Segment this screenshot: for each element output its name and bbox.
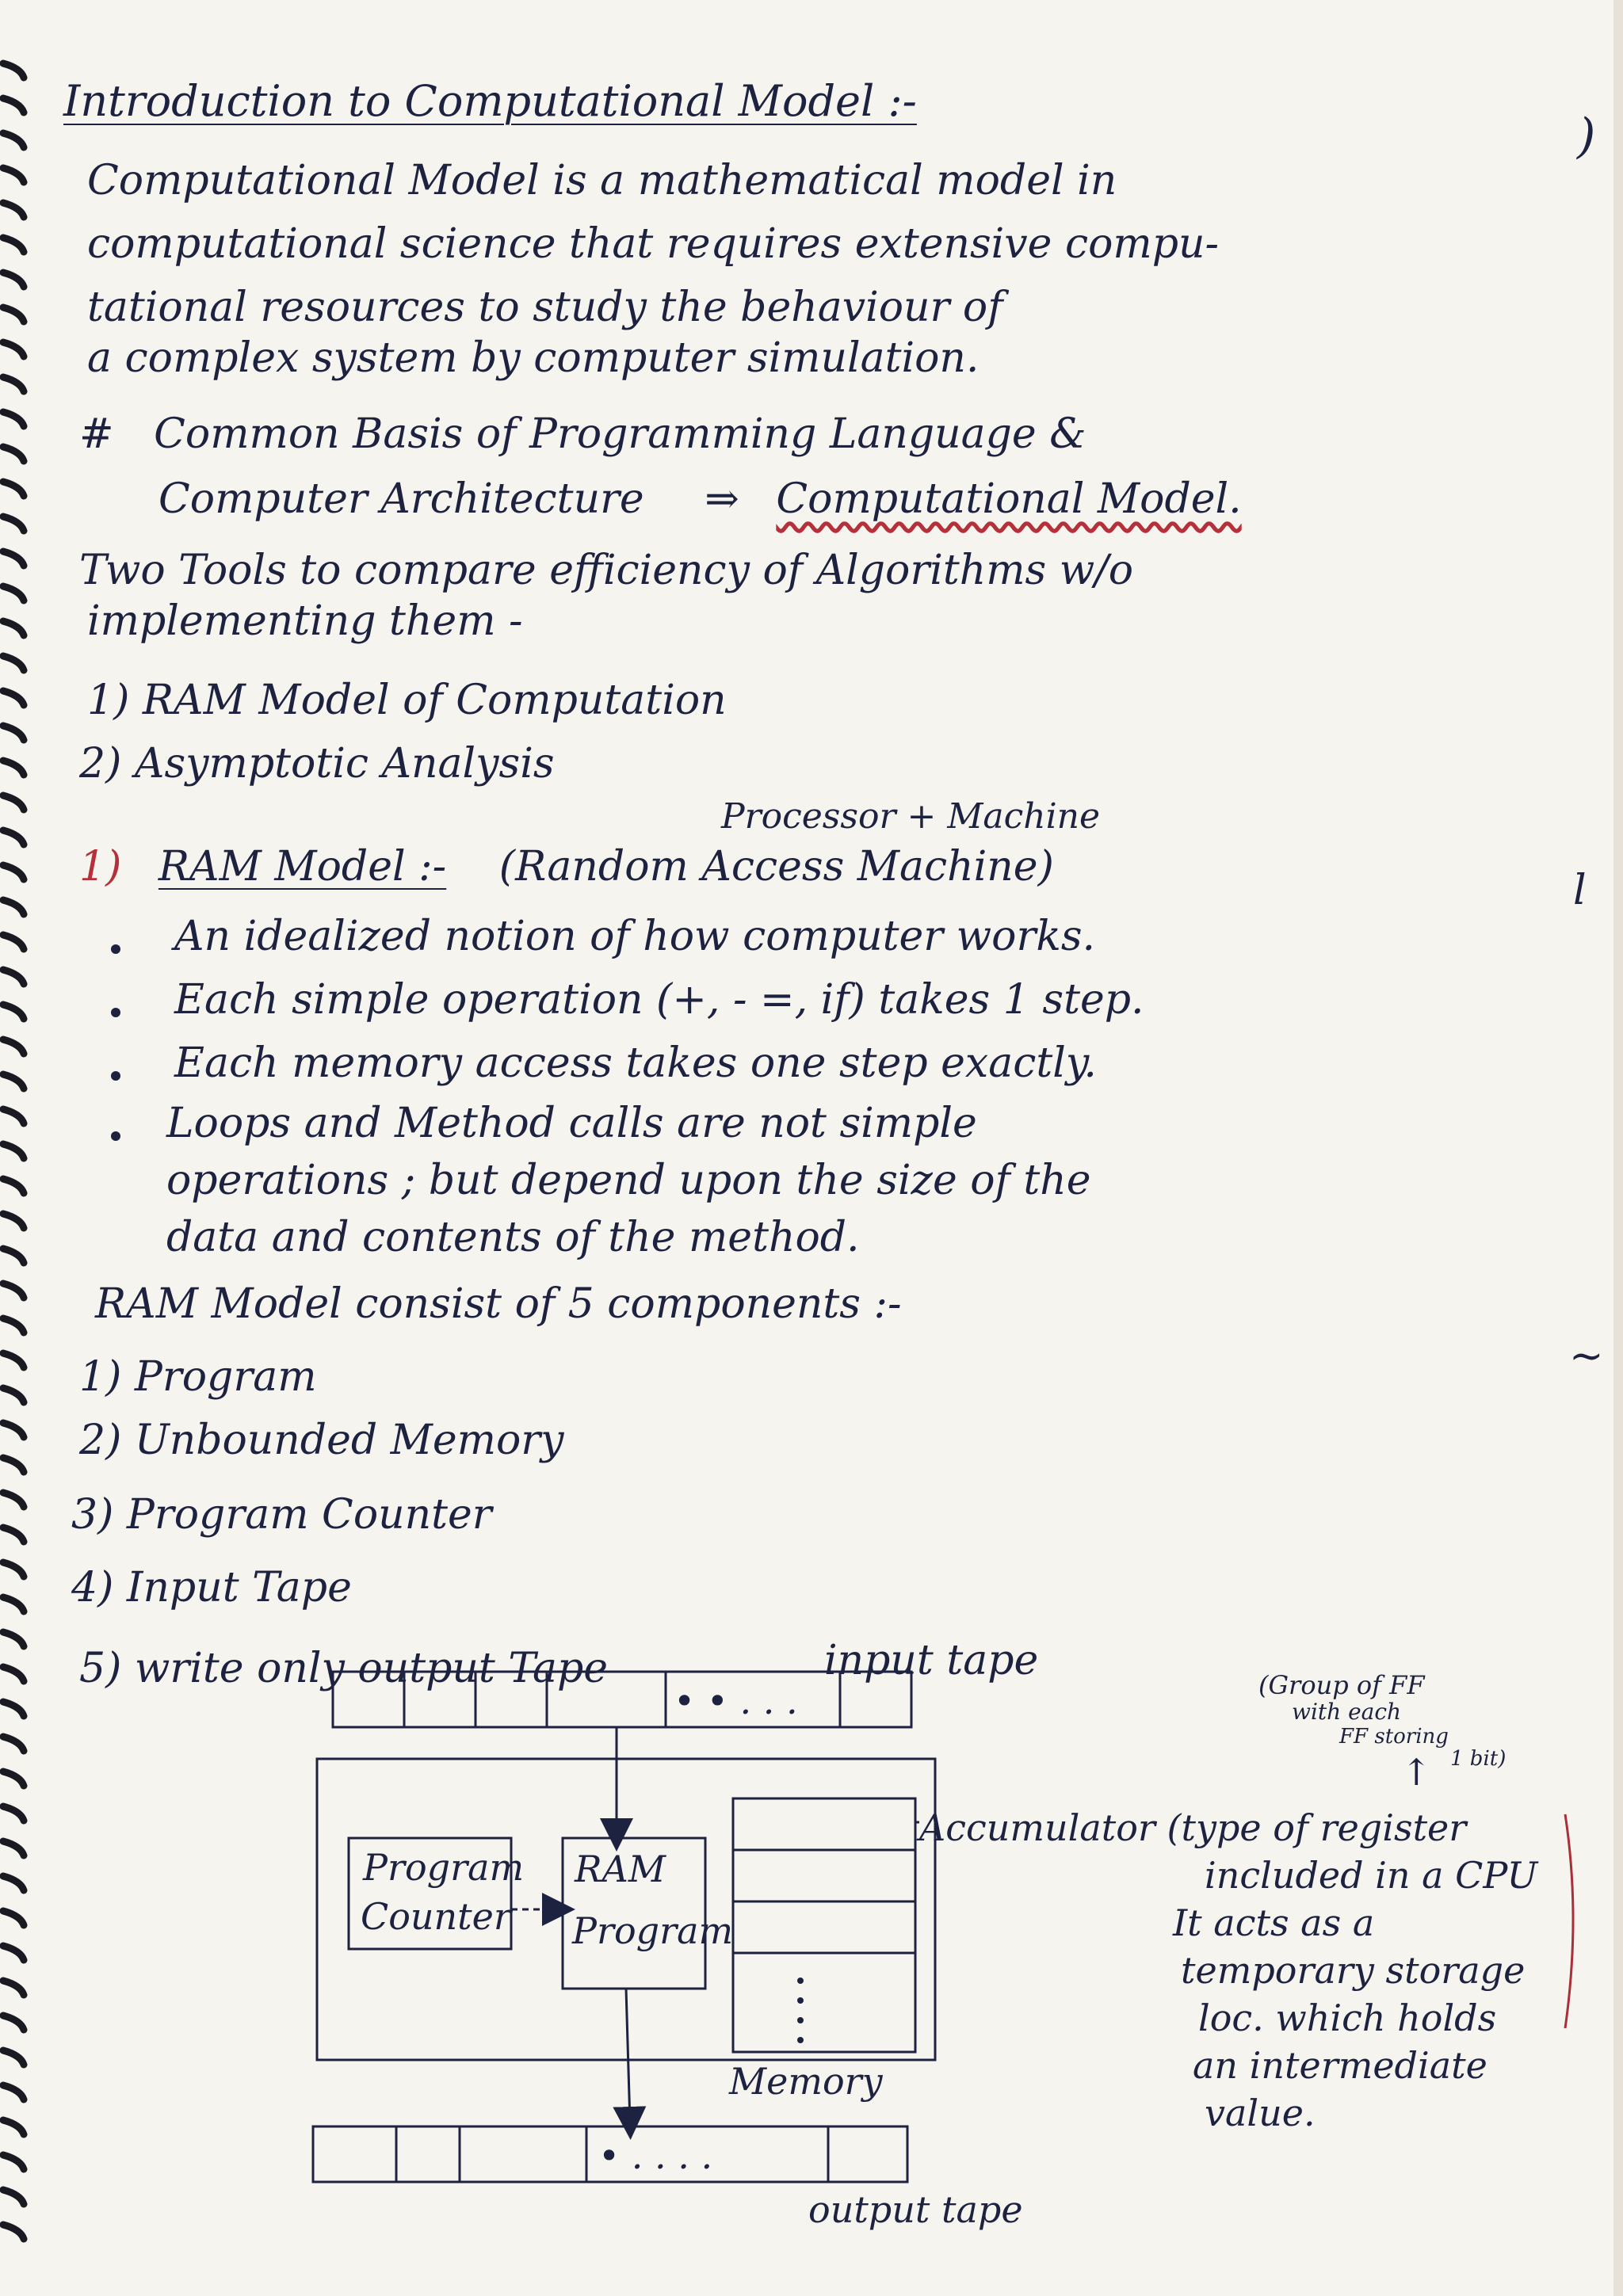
intro-line-2: computational science that requires extensive compu- [87,220,1220,268]
output-tape-dots: • . . . . [598,2134,713,2177]
spiral-ring [3,1249,24,1263]
spiral-ring [3,691,24,705]
input-tape-label: input tape [824,1637,1039,1684]
common-basis-line-2 [158,474,1242,524]
group-note-2: with each [1292,1699,1402,1725]
ram-model-heading [79,841,1054,892]
spiral-ring [3,517,24,531]
bullet-3: Each memory access takes one step exactly. [174,1039,1097,1087]
page-title: Introduction to Computational Model :- [63,76,917,126]
two-tools-line-1: Two Tools to compare efficiency of Algorithms w/o [79,547,1134,594]
memory-column [733,1798,915,2052]
spiral-ring [3,1702,24,1716]
spiral-ring [3,168,24,182]
spiral-ring [3,1527,24,1542]
spiral-ring [3,761,24,775]
spiral-ring [3,2190,24,2204]
bullet-4-cont-1: operations ; but depend upon the size of the [166,1157,1091,1204]
spiral-ring [3,1911,24,1925]
bullet-2: Each simple operation (+, - =, if) takes 1 step. [174,976,1144,1024]
spiral-ring [3,203,24,217]
ram-heading-text: RAM Model :- [158,843,447,891]
spiral-ring [3,830,24,845]
spiral-ring [3,98,24,113]
spiral-ring [3,1458,24,1472]
implies-arrow-icon: ⇒ [705,475,739,523]
spiral-ring [3,342,24,357]
ram-label-1: RAM [575,1848,666,1890]
processor-machine-annotation: Processor + Machine [721,796,1101,837]
margin-mark-2: l [1573,867,1587,914]
ram-label-2: Program [572,1909,734,1952]
spiral-ring [3,2155,24,2169]
spiral-ring [3,2050,24,2065]
spiral-ring [3,1214,24,1228]
spiral-ring [3,273,24,287]
computational-model-text: Computational Model. [776,475,1242,523]
spiral-ring [3,1806,24,1821]
spiral-ring [3,1876,24,1890]
accumulator-line-6: an intermediate [1193,2044,1487,2087]
spiral-ring [3,1493,24,1507]
common-basis-line-1 [79,409,1086,460]
tool-item-1: 1) RAM Model of Computation [87,677,727,724]
spiral-ring [3,656,24,670]
spiral-ring [3,1144,24,1158]
spiral-ring [3,377,24,391]
section-number: 1) [79,843,122,891]
spiral-ring [3,1179,24,1193]
bullet-1: An idealized notion of how computer works. [174,913,1096,960]
intro-line-3: tational resources to study the behaviour of [87,284,1003,331]
spiral-ring [3,1074,24,1089]
hash-mark: # [79,410,114,458]
spiral-ring [3,1737,24,1751]
bullet-dot [111,1071,120,1081]
accumulator-line-2: included in a CPU [1205,1854,1538,1897]
spiral-ring [3,1005,24,1019]
component-2: 2) Unbounded Memory [79,1417,564,1464]
spiral-ring [3,238,24,252]
spiral-ring [3,1597,24,1611]
spiral-ring [3,586,24,601]
bullet-dot [111,944,120,954]
tool-item-2: 2) Asymptotic Analysis [79,740,555,788]
input-tape-dots: • • . . . [674,1680,798,1722]
spiral-ring [3,2016,24,2030]
spiral-ring [3,412,24,426]
group-note-1: (Group of FF [1258,1670,1425,1700]
ram-expansion: (Random Access Machine) [498,843,1054,891]
margin-mark-3: ~ [1569,1333,1604,1380]
memory-label: Memory [729,2060,883,2103]
group-note-4: 1 bit) [1450,1747,1507,1771]
spiral-ring [3,1039,24,1054]
spiral-ring [3,621,24,635]
spiral-ring [3,63,24,78]
spiral-ring [3,1562,24,1577]
spiral-ring [3,900,24,914]
component-3: 3) Program Counter [71,1491,492,1539]
spiral-ring [3,2120,24,2134]
spiral-ring [3,2085,24,2100]
spiral-ring [3,935,24,949]
bullet-dot [111,1131,120,1141]
spiral-ring [3,795,24,810]
program-counter-label-1: Program [363,1846,525,1889]
spiral-ring [3,1109,24,1123]
components-intro: RAM Model consist of 5 components :- [95,1280,902,1328]
spiral-ring [3,1946,24,1960]
accumulator-line-7: value. [1205,2092,1316,2134]
intro-line-4: a complex system by computer simulation. [87,334,980,382]
spiral-ring [3,133,24,147]
page-edge [1613,0,1623,2296]
common-basis-text: Common Basis of Programming Language & [154,410,1086,458]
spiral-ring [3,1353,24,1367]
computer-architecture-text: Computer Architecture [158,475,644,523]
accumulator-line-4: temporary storage [1181,1949,1526,1992]
spiral-ring [3,1632,24,1646]
spiral-ring [3,1981,24,1995]
spiral-ring [3,1388,24,1402]
bullet-4: Loops and Method calls are not simple [166,1100,977,1147]
spiral-ring [3,551,24,566]
bullet-dot [111,1008,120,1017]
margin-mark-1: ) [1577,109,1596,164]
spiral-ring [3,447,24,461]
spiral-ring [3,1318,24,1333]
spiral-ring [3,1423,24,1437]
spiral-ring [3,970,24,984]
group-note-3: FF storing [1339,1725,1449,1749]
component-4: 4) Input Tape [71,1564,352,1611]
component-5: 5) write only output Tape [79,1645,609,1692]
two-tools-line-2: implementing them - [87,597,523,645]
spiral-binding [0,48,32,2266]
intro-line-1: Computational Model is a mathematical model in [87,157,1117,204]
bullet-4-cont-2: data and contents of the method. [166,1214,860,1261]
accumulator-line-3: It acts as a [1173,1901,1375,1944]
spiral-ring [3,865,24,879]
spiral-ring [3,482,24,496]
component-1: 1) Program [79,1353,317,1401]
accumulator-line-5: loc. which holds [1198,1997,1497,2039]
spiral-ring [3,1283,24,1298]
accumulator-line-1: Accumulator (type of register [919,1806,1467,1849]
spiral-ring [3,1772,24,1786]
program-counter-label-2: Counter [361,1895,511,1938]
spiral-ring [3,1667,24,1681]
spiral-ring [3,2225,24,2239]
output-tape-label: output tape [808,2188,1023,2231]
spiral-ring [3,726,24,740]
spiral-ring [3,1841,24,1855]
up-arrow-icon: ↑ [1401,1751,1432,1794]
spiral-ring [3,307,24,322]
